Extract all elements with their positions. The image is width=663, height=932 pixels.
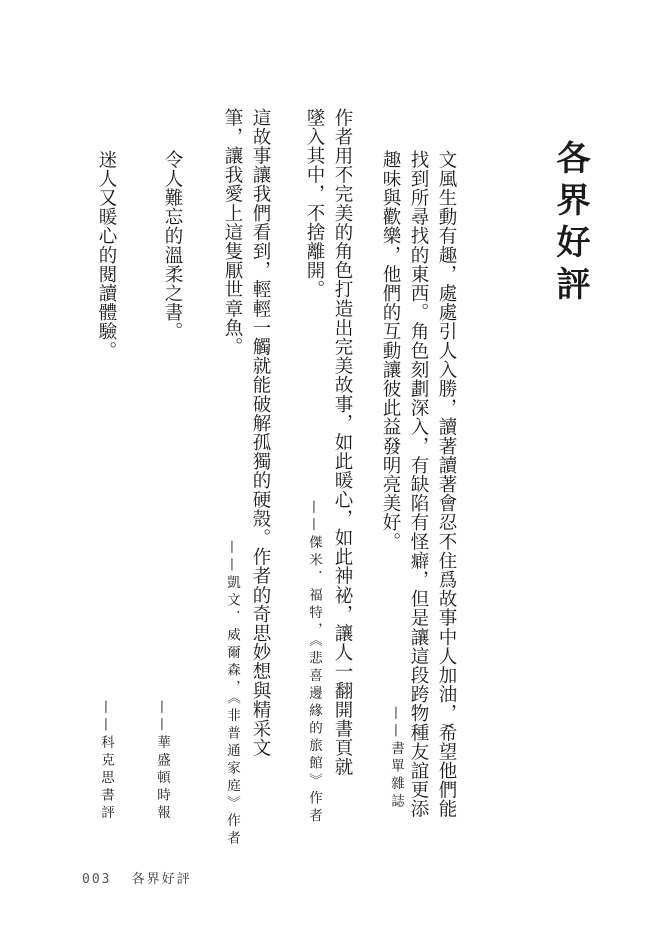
review-text-5: 迷人又暖心的閱讀體驗。 xyxy=(96,150,117,361)
page-footer xyxy=(82,868,192,887)
review-attribution-2: ——傑米．福特，《悲喜邊緣的旅館》作者 xyxy=(306,500,322,826)
review-attribution-1: ——書單雜誌 xyxy=(388,706,404,811)
review-text-4: 令人難忘的溫柔之書。 xyxy=(162,150,183,341)
review-attribution-4: ——華盛頓時報 xyxy=(154,700,170,823)
review-text-1: 文風生動有趣，處處引人入勝，讀著讀著會忍不住爲故事中人加油，希望他們能找到所尋找的東西。角色刻劃深入，有缺陷有怪癖，但是讓這段跨物種友誼更添趣味與歡樂，他們的互動讓彼此益發明亮美好。 xyxy=(380,150,457,819)
page-title: 各界好評 xyxy=(550,140,590,308)
review-text-3: 這故事讓我們看到，輕輕一觸就能破解孤獨的硬殼。作者的奇思妙想與精采文筆，讓我愛上這隻厭世章魚。 xyxy=(222,108,271,758)
review-text-2: 作者用不完美的角色打造出完美故事，如此暖心，如此神祕，讓人一翻開書頁就墜入其中，不捨離開。 xyxy=(304,108,353,777)
running-title: 各界好評 xyxy=(131,872,192,887)
review-attribution-5: ——科克思書評 xyxy=(98,700,114,823)
review-attribution-3: ——凱文．威爾森，《非普通家庭》作者 xyxy=(224,540,240,849)
page-number: 003 xyxy=(82,872,112,887)
